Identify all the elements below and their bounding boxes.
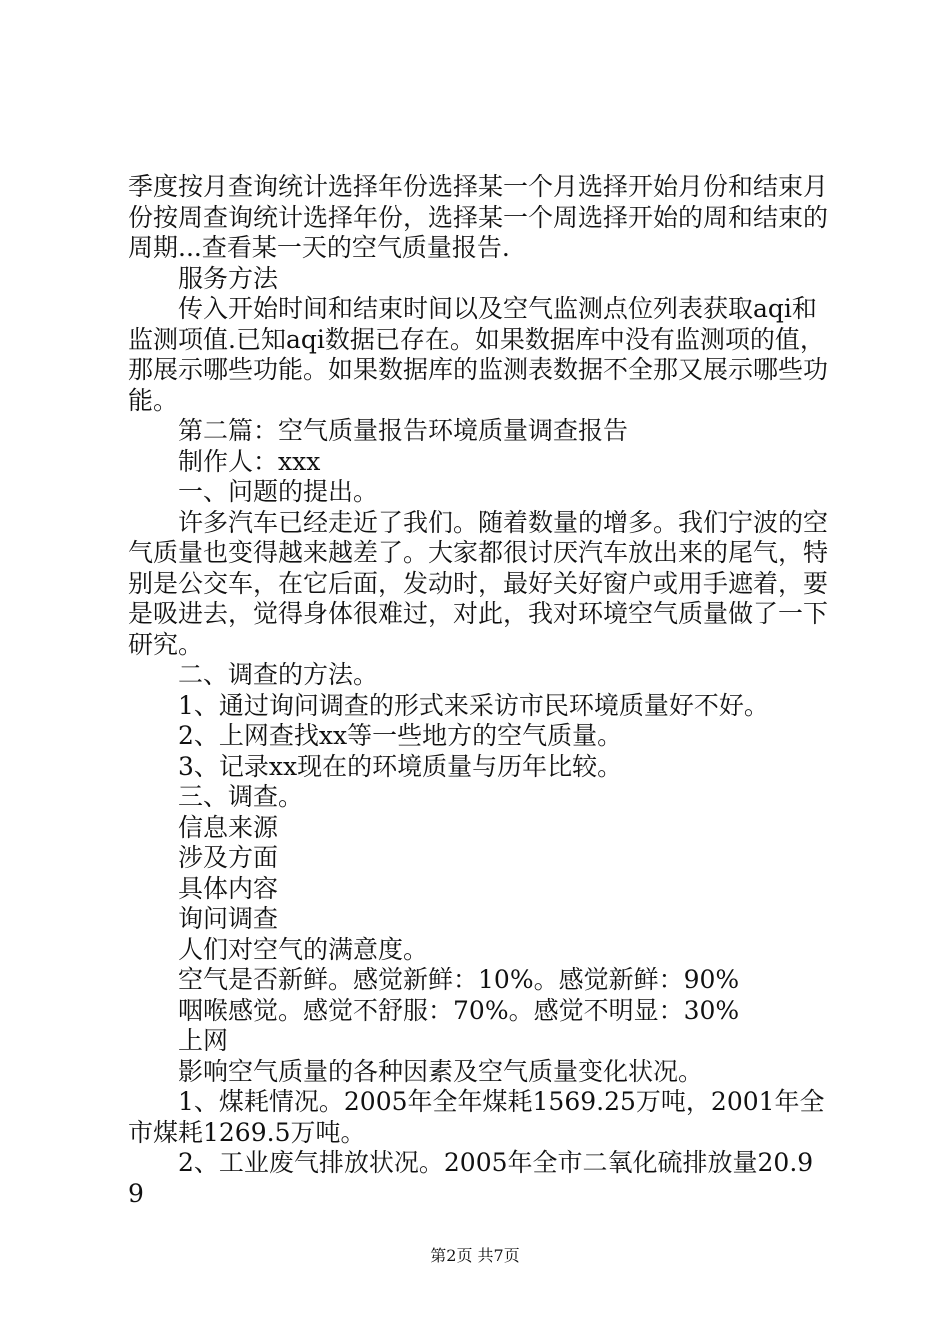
survey-aspect-satisfaction: 人们对空气的满意度。 xyxy=(178,934,429,964)
survey-result-freshness: 空气是否新鲜。感觉新鲜：10%。感觉新鲜：90% xyxy=(178,965,740,994)
author-line: 制作人：xxx xyxy=(178,446,321,476)
page-footer: 第2页 共7页 xyxy=(430,1246,520,1265)
section-heading-2: 二、调查的方法。 xyxy=(178,660,379,689)
survey-result-throat: 咽喉感觉。感觉不舒服：70%。感觉不明显：30% xyxy=(178,995,740,1025)
survey-source-inquiry: 询问调查 xyxy=(178,904,279,933)
method-item-2: 2、上网查找xx等一些地方的空气质量。 xyxy=(178,721,623,750)
survey-aspect-factors: 影响空气质量的各种因素及空气质量变化状况。 xyxy=(178,1056,704,1086)
factor-item-emissions: 2、工业废气排放状况。2005年全市二氧化硫排放量20.99 xyxy=(128,1148,814,1208)
table-label-aspect: 涉及方面 xyxy=(178,843,279,872)
paragraph-problem: 许多汽车已经走近了我们。随着数量的增多。我们宁波的空气质量也变得越来越差了。大家都很讨厌汽车放出来的尾气，特别是公交车，在它后面，发动时，最好关好窗户或用手遮着，要是吸进去，觉得身体很难过，对此，我对环境空气质量做了一下研究。 xyxy=(128,507,829,659)
heading-service-method: 服务方法 xyxy=(178,263,279,293)
chapter-title: 第二篇：空气质量报告环境质量调查报告 xyxy=(178,416,629,445)
table-label-content: 具体内容 xyxy=(178,873,279,903)
document-body xyxy=(128,172,828,1209)
factor-item-coal: 1、煤耗情况。2005年全年煤耗1569.25万吨，2001年全市煤耗1269.5万吨。 xyxy=(128,1087,825,1147)
section-heading-1: 一、问题的提出。 xyxy=(178,477,379,506)
paragraph-intro: 季度按月查询统计选择年份选择某一个月选择开始月份和结束月份按周查询统计选择年份，选择某一个周选择开始的周和结束的周期...查看某一天的空气质量报告. xyxy=(128,172,829,262)
method-item-1: 1、通过询问调查的形式来采访市民环境质量好不好。 xyxy=(178,690,769,720)
survey-source-online: 上网 xyxy=(178,1026,229,1055)
section-heading-3: 三、调查。 xyxy=(178,782,304,811)
method-item-3: 3、记录xx现在的环境质量与历年比较。 xyxy=(178,751,623,781)
paragraph-service-method: 传入开始时间和结束时间以及空气监测点位列表获取aqi和监测项值.已知aqi数据已存在。如果数据库中没有监测项的值，那展示哪些功能。如果数据库的监测表数据不全那又展示哪些功能。 xyxy=(128,294,829,415)
table-label-source: 信息来源 xyxy=(178,812,279,842)
